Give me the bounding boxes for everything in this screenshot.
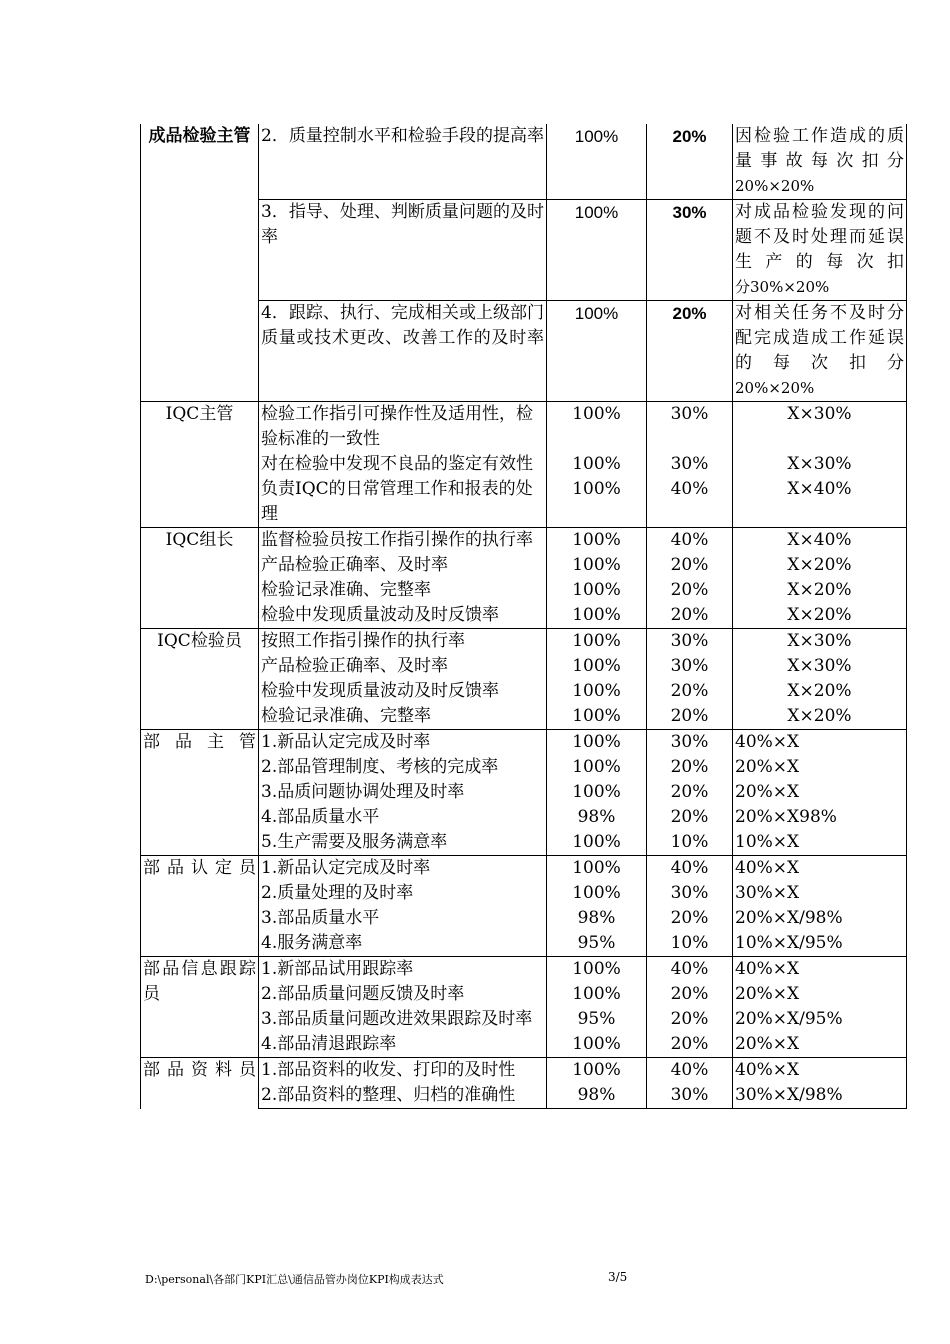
calc-text: 因检验工作造成的质量事故每次扣分	[735, 126, 904, 171]
target-value: 100%	[547, 704, 647, 730]
target-value: 100%	[547, 957, 647, 983]
calc-cell	[733, 301, 907, 402]
weight-value: 20%	[647, 679, 733, 704]
calc-cell: X×20%	[733, 679, 907, 704]
target-value: 100%	[547, 124, 647, 200]
target-value: 100%	[547, 553, 647, 578]
page-number: 3/5	[608, 1270, 628, 1284]
target-value: 100%	[547, 603, 647, 629]
weight-value: 20%	[647, 603, 733, 629]
target-value: 100%	[547, 200, 647, 301]
calc-cell: X×30%	[733, 654, 907, 679]
calc-text: 对相关任务不及时分配完成造成工作延误的每次扣分	[735, 303, 904, 373]
calc-cell: X×30%	[733, 452, 907, 477]
target-value: 100%	[547, 881, 647, 906]
role-cell: 部品资料员	[141, 1058, 259, 1109]
weight-value: 20%	[647, 553, 733, 578]
kpi-item: 3.品质问题协调处理及时率	[259, 780, 547, 805]
calc-cell: 20%×X98%	[733, 805, 907, 830]
kpi-item: 4.部品质量水平	[259, 805, 547, 830]
weight-value: 40%	[647, 856, 733, 882]
role-cell: IQC组长	[141, 528, 259, 629]
kpi-item: 产品检验正确率、及时率	[259, 553, 547, 578]
target-value: 100%	[547, 477, 647, 528]
kpi-item: 负责IQC的日常管理工作和报表的处理	[259, 477, 547, 528]
kpi-table-body	[141, 124, 907, 1109]
role-cell: 部品主管	[141, 730, 259, 856]
table-row	[141, 528, 907, 554]
role-cell: 部品信息跟踪员	[141, 957, 259, 1058]
weight-value: 30%	[647, 452, 733, 477]
weight-value: 30%	[647, 402, 733, 453]
kpi-item: 2．质量控制水平和检验手段的提高率	[259, 124, 547, 200]
weight-value: 30%	[647, 629, 733, 655]
calc-cell: 20%×X/95%	[733, 1007, 907, 1032]
weight-value: 20%	[647, 1032, 733, 1058]
target-value: 100%	[547, 528, 647, 554]
calc-cell: X×20%	[733, 553, 907, 578]
calc-cell: 30%×X/98%	[733, 1083, 907, 1109]
target-value: 100%	[547, 755, 647, 780]
target-value: 98%	[547, 805, 647, 830]
weight-value: 20%	[647, 755, 733, 780]
kpi-item: 2.部品资料的整理、归档的准确性	[259, 1083, 547, 1109]
table-row	[141, 856, 907, 882]
calc-cell: X×20%	[733, 704, 907, 730]
calc-cell: 10%×X	[733, 830, 907, 856]
weight-value: 40%	[647, 1058, 733, 1084]
kpi-item: 4．跟踪、执行、完成相关或上级部门质量或技术更改、改善工作的及时率	[259, 301, 547, 402]
calc-cell: X×20%	[733, 603, 907, 629]
table-row	[141, 1058, 907, 1084]
kpi-item: 4.部品清退跟踪率	[259, 1032, 547, 1058]
kpi-item: 3．指导、处理、判断质量问题的及时率	[259, 200, 547, 301]
kpi-item: 对在检验中发现不良品的鉴定有效性	[259, 452, 547, 477]
calc-formula: 20%×20%	[735, 379, 815, 397]
kpi-item: 1.新品认定完成及时率	[259, 730, 547, 756]
calc-formula: 20%×20%	[735, 177, 815, 195]
calc-text: 对成品检验发现的问题不及时处理而延误生产的每次扣	[735, 202, 904, 272]
kpi-item: 5.生产需要及服务满意率	[259, 830, 547, 856]
calc-cell: X×20%	[733, 578, 907, 603]
target-value: 100%	[547, 780, 647, 805]
weight-value: 20%	[647, 780, 733, 805]
kpi-item: 检验记录准确、完整率	[259, 578, 547, 603]
weight-value: 30%	[647, 881, 733, 906]
calc-cell	[733, 124, 907, 200]
calc-cell: X×30%	[733, 402, 907, 453]
kpi-item: 2.质量处理的及时率	[259, 881, 547, 906]
target-value: 100%	[547, 629, 647, 655]
calc-cell: 40%×X	[733, 730, 907, 756]
weight-value: 20%	[647, 906, 733, 931]
calc-formula: 分30%×20%	[735, 278, 830, 296]
kpi-item: 检验中发现质量波动及时反馈率	[259, 603, 547, 629]
kpi-item: 1.部品资料的收发、打印的及时性	[259, 1058, 547, 1084]
weight-value: 30%	[647, 200, 733, 301]
table-row	[141, 957, 907, 983]
target-value: 100%	[547, 654, 647, 679]
weight-value: 20%	[647, 982, 733, 1007]
target-value: 95%	[547, 1007, 647, 1032]
calc-cell: 40%×X	[733, 1058, 907, 1084]
calc-cell: 40%×X	[733, 957, 907, 983]
table-row	[141, 402, 907, 453]
kpi-item: 3.部品质量问题改进效果跟踪及时率	[259, 1007, 547, 1032]
footer-path: D:\personal\各部门KPI汇总\通信品管办岗位KPI构成表达式	[145, 1273, 444, 1286]
weight-value: 20%	[647, 704, 733, 730]
weight-value: 30%	[647, 654, 733, 679]
table-row	[141, 629, 907, 655]
calc-cell: X×30%	[733, 629, 907, 655]
table-row	[141, 730, 907, 756]
kpi-item: 监督检验员按工作指引操作的执行率	[259, 528, 547, 554]
kpi-item: 产品检验正确率、及时率	[259, 654, 547, 679]
kpi-item: 2.部品管理制度、考核的完成率	[259, 755, 547, 780]
calc-cell: 20%×X/98%	[733, 906, 907, 931]
kpi-item: 检验记录准确、完整率	[259, 704, 547, 730]
weight-value: 10%	[647, 931, 733, 957]
kpi-item: 1.新部品试用跟踪率	[259, 957, 547, 983]
target-value: 100%	[547, 1058, 647, 1084]
calc-cell: 20%×X	[733, 1032, 907, 1058]
kpi-table	[140, 124, 907, 1109]
target-value: 100%	[547, 830, 647, 856]
calc-cell: 20%×X	[733, 982, 907, 1007]
role-cell: 部品认定员	[141, 856, 259, 957]
target-value: 98%	[547, 1083, 647, 1109]
target-value: 100%	[547, 452, 647, 477]
target-value: 100%	[547, 301, 647, 402]
calc-cell: 20%×X	[733, 780, 907, 805]
target-value: 98%	[547, 906, 647, 931]
target-value: 100%	[547, 982, 647, 1007]
weight-value: 30%	[647, 1083, 733, 1109]
weight-value: 40%	[647, 957, 733, 983]
calc-cell: 10%×X/95%	[733, 931, 907, 957]
calc-cell: 20%×X	[733, 755, 907, 780]
role-cell: IQC检验员	[141, 629, 259, 730]
role-cell: 成品检验主管	[141, 124, 259, 402]
kpi-item: 4.服务满意率	[259, 931, 547, 957]
kpi-item: 检验工作指引可操作性及适用性，检验标准的一致性	[259, 402, 547, 453]
target-value: 100%	[547, 730, 647, 756]
target-value: 100%	[547, 578, 647, 603]
calc-cell: X×40%	[733, 528, 907, 554]
kpi-item: 3.部品质量水平	[259, 906, 547, 931]
calc-cell	[733, 200, 907, 301]
calc-cell: X×40%	[733, 477, 907, 528]
target-value: 95%	[547, 931, 647, 957]
weight-value: 20%	[647, 124, 733, 200]
calc-cell: 30%×X	[733, 881, 907, 906]
kpi-item: 1.新品认定完成及时率	[259, 856, 547, 882]
weight-value: 20%	[647, 1007, 733, 1032]
kpi-item: 2.部品质量问题反馈及时率	[259, 982, 547, 1007]
target-value: 100%	[547, 679, 647, 704]
kpi-item: 按照工作指引操作的执行率	[259, 629, 547, 655]
weight-value: 40%	[647, 477, 733, 528]
target-value: 100%	[547, 1032, 647, 1058]
weight-value: 10%	[647, 830, 733, 856]
calc-cell: 40%×X	[733, 856, 907, 882]
weight-value: 40%	[647, 528, 733, 554]
target-value: 100%	[547, 856, 647, 882]
table-row	[141, 124, 907, 200]
weight-value: 30%	[647, 730, 733, 756]
kpi-item: 检验中发现质量波动及时反馈率	[259, 679, 547, 704]
weight-value: 20%	[647, 578, 733, 603]
target-value: 100%	[547, 402, 647, 453]
weight-value: 20%	[647, 301, 733, 402]
weight-value: 20%	[647, 805, 733, 830]
role-cell: IQC主管	[141, 402, 259, 528]
